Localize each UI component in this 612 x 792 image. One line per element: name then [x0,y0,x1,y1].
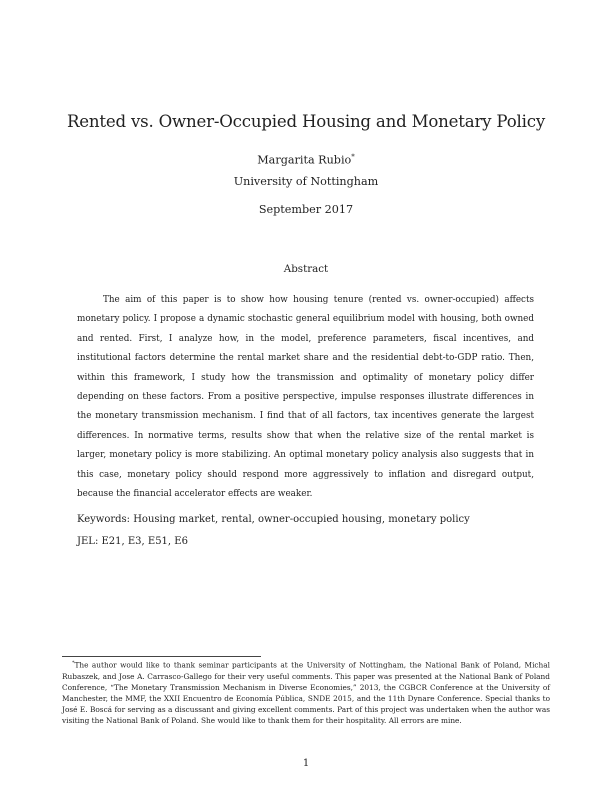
keywords-line: Keywords: Housing market, rental, owner-occupied housing, monetary policy [77,514,470,525]
author-footnote-mark: * [351,153,355,161]
footnote-mark: * [72,660,75,666]
paper-date: September 2017 [258,203,354,216]
author-name [40,153,572,167]
footnote-text: The author would like to thank seminar participants at the University of Nottingham, the National Bank of Poland, Michal Rubaszek, and Jose A. Carrasco-Gallego for their very useful comments. This paper was presented at the National Bank of Poland Conference, “The Monetary Transmission Mechanism in Diverse Economies,” 2013, the CGBCR Conference at the University of Manchester, the MMF, the XXII Encuentro de Economía Pública, SNDE 2015, and the 11th Dynare Conference. Special thanks to José E. Boscá for serving as a discussant and giving excellent comments. Part of this project was undertaken when the author was visiting the National Bank of Poland. She would like to thank them for their hospitality. All errors are mine. [62,660,550,725]
author-name-text: Margarita Rubio [257,153,352,167]
abstract-heading: Abstract [283,263,329,275]
footnote-divider [62,656,261,657]
page-number: 1 [302,758,310,769]
author-affiliation: University of Nottingham [233,175,379,188]
abstract-text: The aim of this paper is to show how housing tenure (rented vs. owner-occupied) affects monetary policy. I propose a dynamic stochastic general equilibrium model with housing, both owned and rented. First, I analyze how, in the model, preference parameters, fiscal incentives, and institutional factors determine the rental market share and the residential debt-to-GDP ratio. Then, within this framework, I study how the transmission and optimality of monetary policy differ depending on these factors. From a positive perspective, impulse responses illustrate differences in the monetary transmission mechanism. I find that of all factors, tax incentives generate the largest differences. In normative terms, results show that when the relative size of the rental market is larger, monetary policy is more stabilizing. An optimal monetary policy analysis also suggests that in this case, monetary policy should respond more aggressively to inflation and disregard output, because the financial accelerator effects are weaker. [77,295,534,500]
jel-codes: JEL: E21, E3, E51, E6 [77,536,188,547]
footnote [62,658,550,726]
paper-title: Rented vs. Owner-Occupied Housing and Monetary Policy [66,112,546,131]
